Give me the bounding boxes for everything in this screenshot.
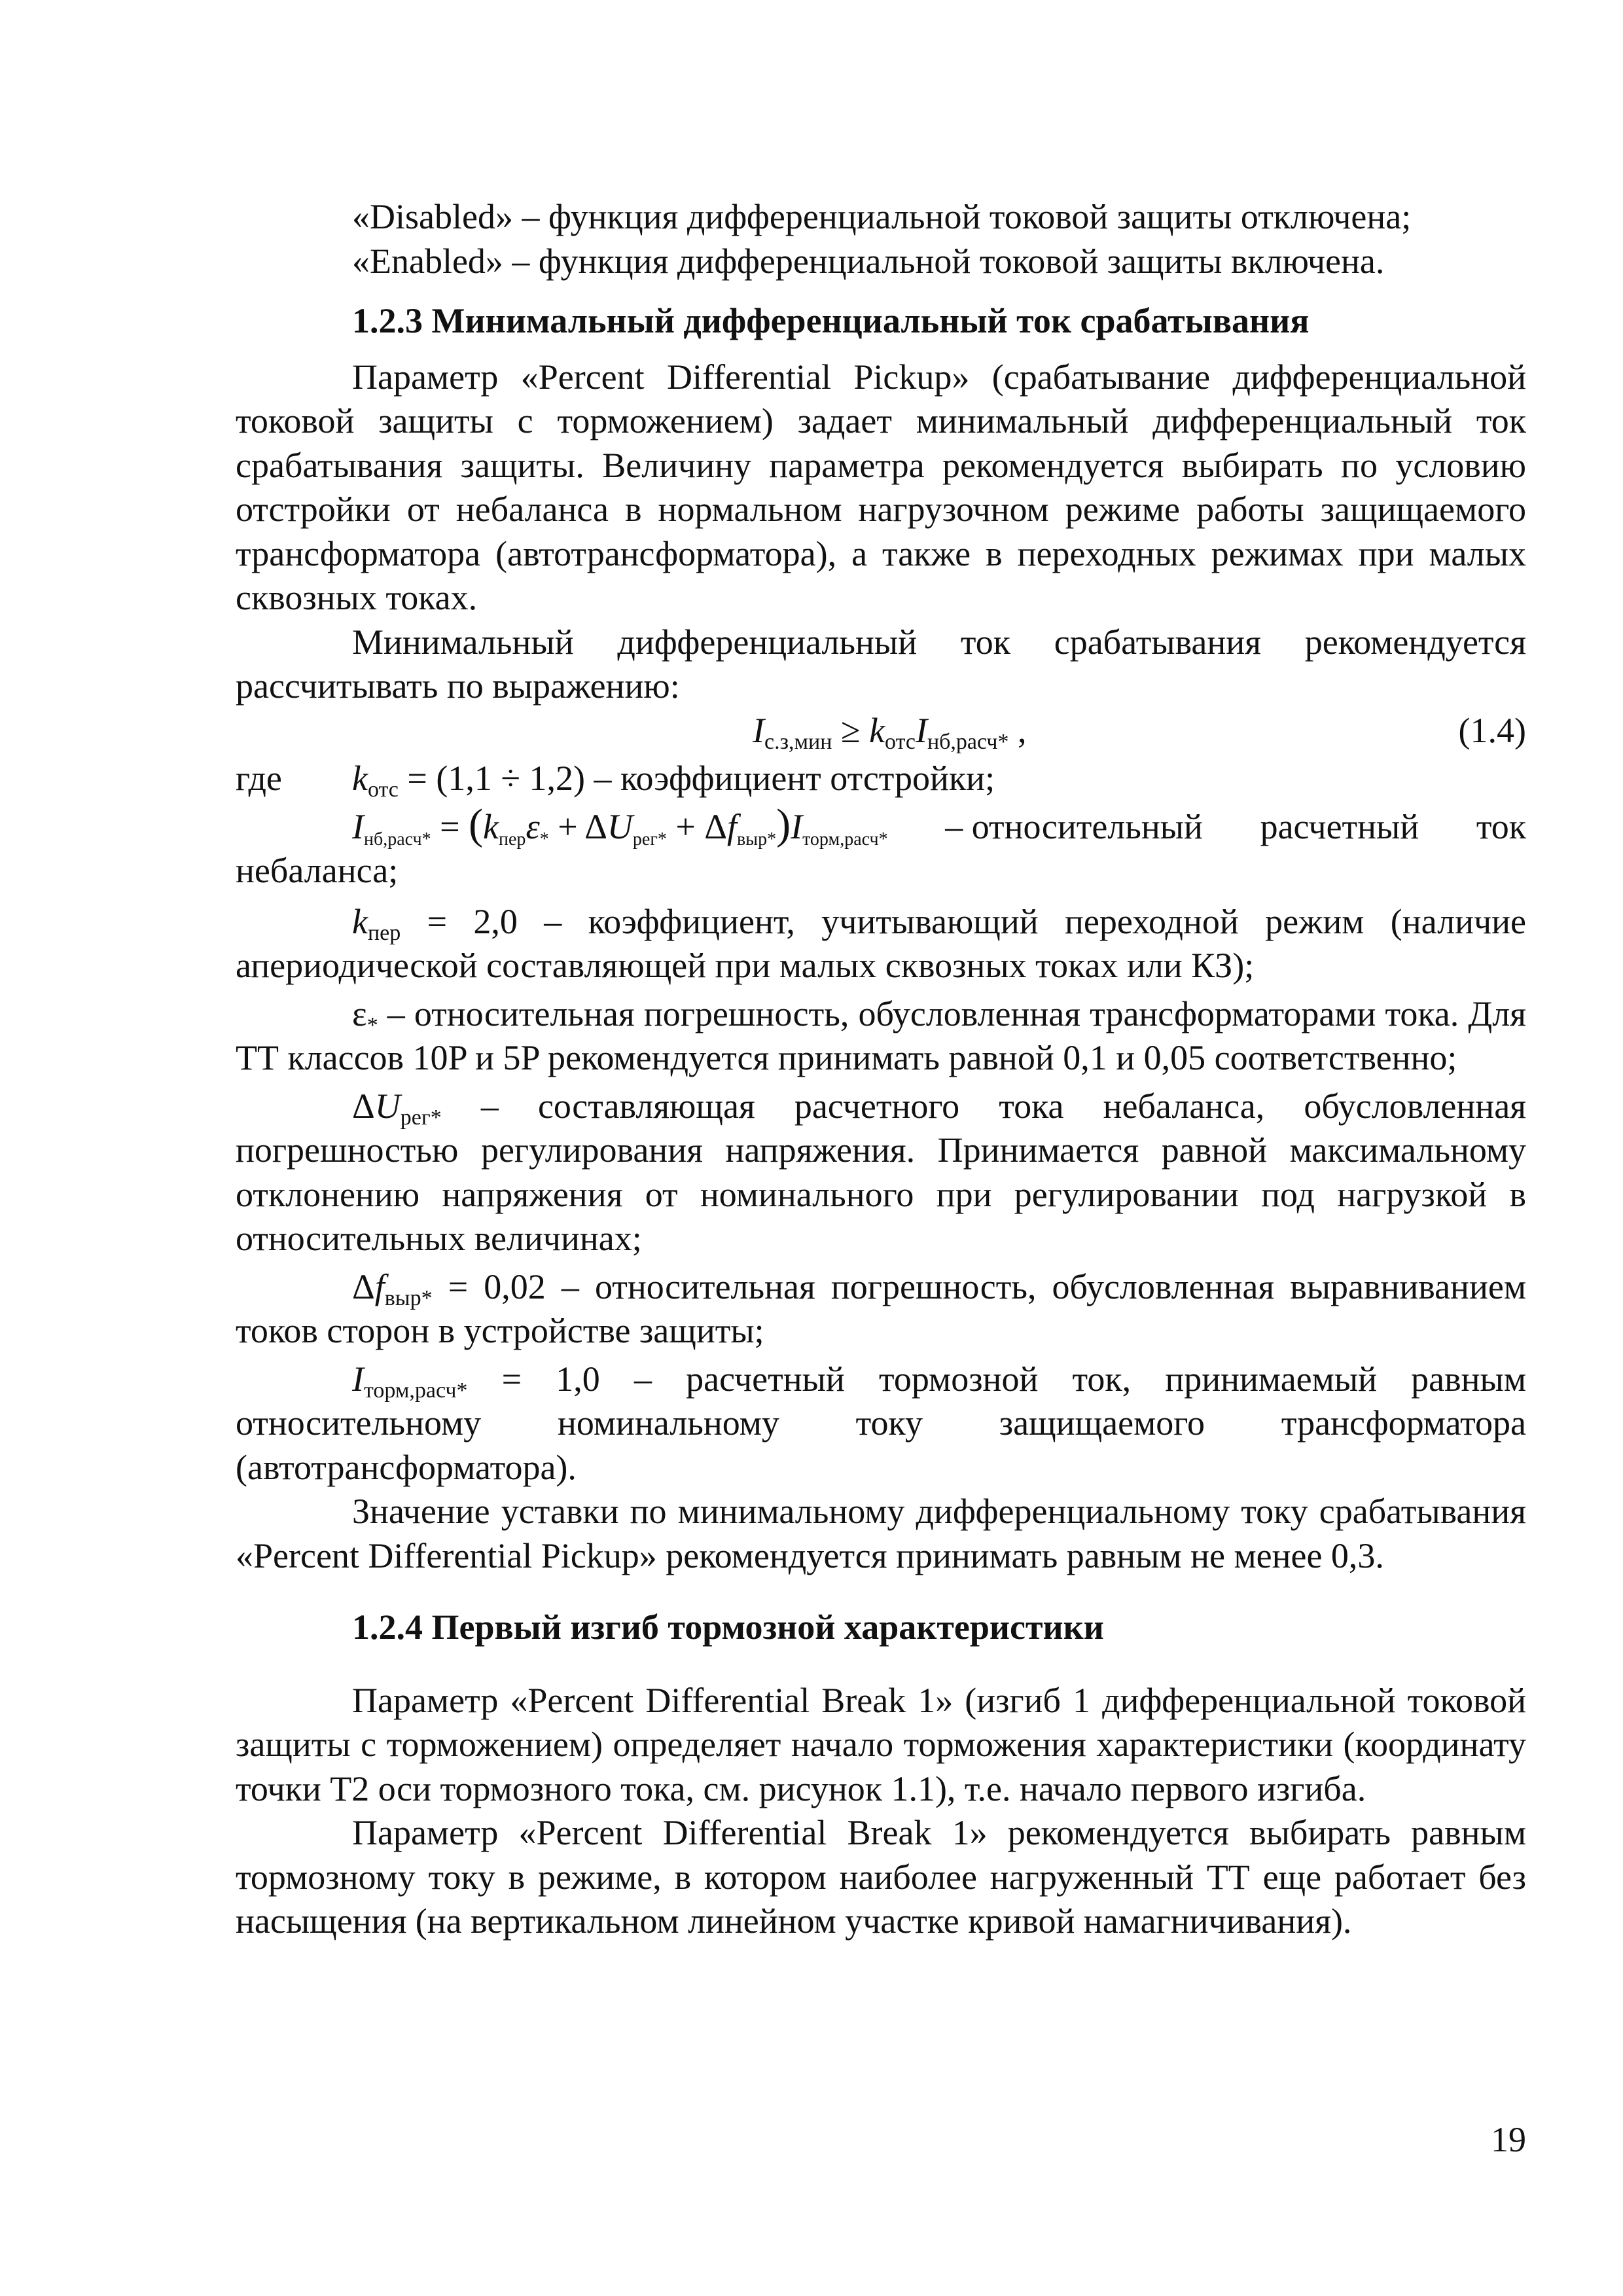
where-kots-row — [236, 757, 1526, 801]
formula-expression: $I_{с.з,мин} \ge k_{отс}I_{нб,расч*}$ , — [753, 710, 1027, 754]
page-body — [236, 195, 1526, 1944]
restraint-current-definition: $I_{торм,расч*} = 1,0$ – расчетный тормозной ток, принимаемый равным относительному номинальному току защищаемого трансформатора (автотрансформатора). — [236, 1359, 1526, 1487]
imbalance-word-2: расчетный — [1260, 806, 1419, 846]
kper-definition: $k_{пер} = 2,0$ – коэффициент, учитывающий переходной режим (наличие апериодической составляющей при малых сквозных токах или КЗ); — [236, 901, 1526, 985]
delta-u-definition: $\Delta U_{рег*}$ – составляющая расчетного тока небаланса, обусловленная погрешностью регулирования напряжения. Принимается равной максимальному отклонению напряжения от номинального при регулировании под нагрузкой в относительных величинах; — [236, 1086, 1526, 1258]
where-label: где — [236, 759, 282, 798]
epsilon-definition: $\varepsilon_*$ – относительная погрешность, обусловленная трансформаторами тока. Для ТТ классов 10P и 5P рекомендуется принимать равной 0,1 и 0,05 соответственно; — [236, 994, 1526, 1077]
imbalance-continuation: небаланса; — [236, 851, 399, 890]
equation-number: (1.4) — [1458, 710, 1526, 750]
section-heading-1-2-4: 1.2.4 Первый изгиб тормозной характеристики — [352, 1607, 1104, 1647]
delta-f-definition: $\Delta f_{выр*} = 0,02$ – относительная погрешность, обусловленная выравниванием токов сторон в устройстве защиты; — [236, 1266, 1526, 1350]
paragraph-setting-value: Значение уставки по минимальному дифференциальному току срабатывания «Percent Differential Pickup» рекомендуется принимать равным не менее 0,3. — [236, 1492, 1526, 1575]
disabled-line: «Disabled» – функция дифференциальной токовой защиты отключена; — [352, 197, 1412, 236]
paragraph-break1-description: Параметр «Percent Differential Break 1» (изгиб 1 дифференциальной токовой защиты с торможением) определяет начало торможения характеристики (координату точки T2 оси тормозного тока, см. рисунок 1.1), т.е. начало первого изгиба. — [236, 1680, 1526, 1808]
enabled-line: «Enabled» – функция дифференциальной токовой защиты включена. — [352, 241, 1385, 281]
paragraph-calc-intro: Минимальный дифференциальный ток срабатывания рекомендуется рассчитывать по выражению: — [236, 622, 1526, 706]
imbalance-formula-row — [236, 800, 1526, 850]
kots-definition: $k_{отс} = (1,1 \div 1,2)$ – коэффициент отстройки; — [352, 759, 995, 802]
imbalance-word-3: ток — [1476, 806, 1526, 846]
paragraph-break1-recommendation: Параметр «Percent Differential Break 1» рекомендуется выбирать равным тормозному току в режиме, в котором наиболее нагруженный ТТ еще работает без насыщения (на вертикальном линейном участке кривой намагничивания). — [236, 1813, 1526, 1941]
imbalance-formula: Iнб,расч* = (kперε* + ΔUрег* + Δfвыр*)Iторм,расч* — [352, 800, 888, 850]
formula-1-4 — [236, 709, 1526, 753]
section-heading-1-2-3: 1.2.3 Минимальный дифференциальный ток срабатывания — [352, 301, 1310, 340]
paragraph-pickup-description: Параметр «Percent Differential Pickup» (срабатывание дифференциальной токовой защиты с торможением) задает минимальный дифференциальный ток срабатывания защиты. Величину параметра рекомендуется выбирать по условию отстройки от небаланса в нормальном нагрузочном режиме работы защищаемого трансформатора (автотрансформатора), а также в переходных режимах при малых сквозных токах. — [236, 357, 1526, 617]
page-number: 19 — [1491, 2120, 1526, 2159]
imbalance-word-1: – относительный — [945, 806, 1203, 846]
